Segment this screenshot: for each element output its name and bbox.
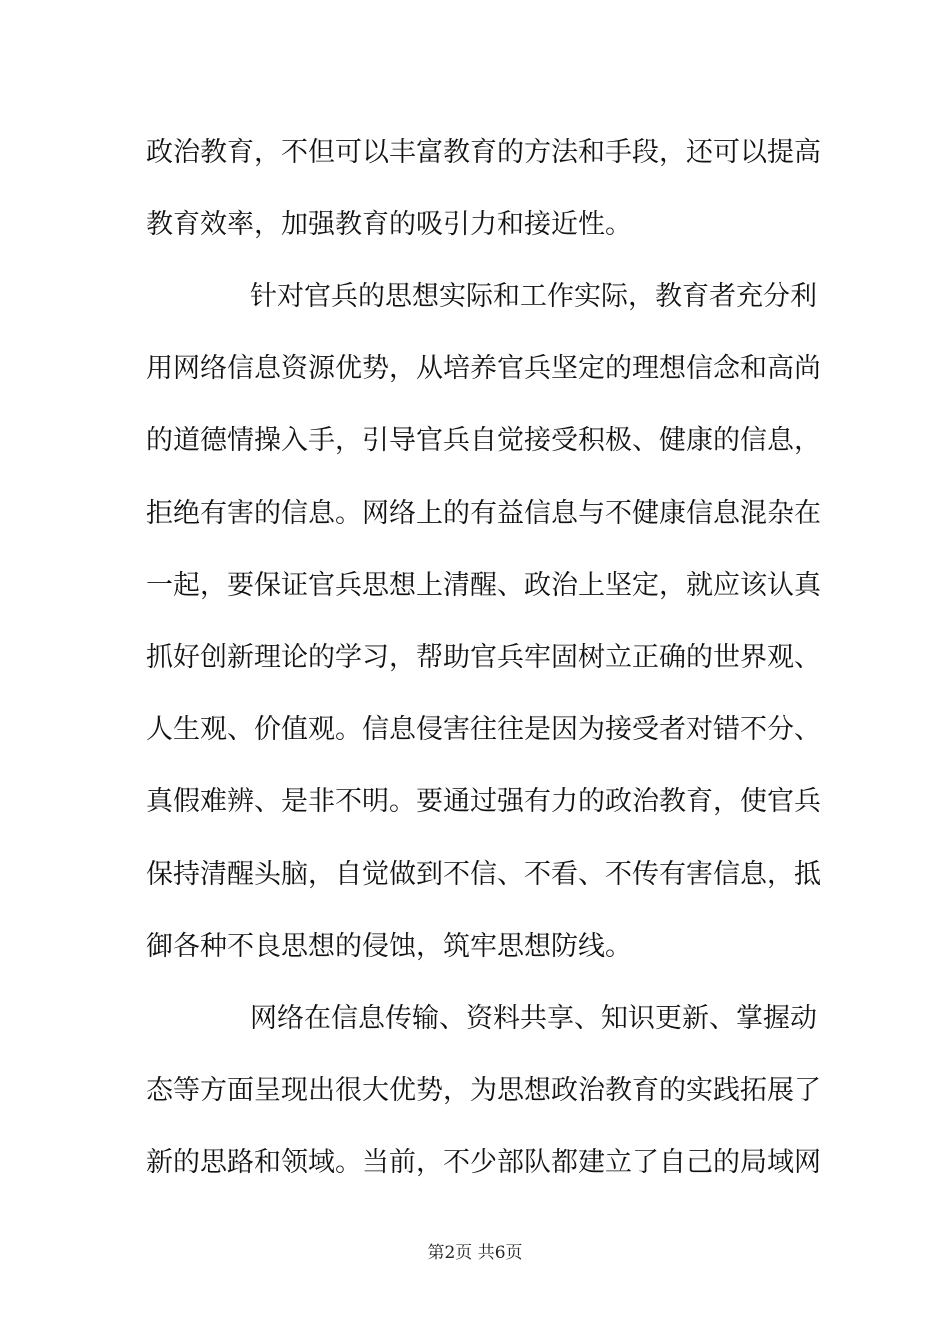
paragraph-start-line: 针对官兵的思想实际和工作实际，教育者充分利 bbox=[250, 281, 817, 312]
body-line: 教育效率，加强教育的吸引力和接近性。 bbox=[146, 209, 632, 240]
body-line: 御各种不良思想的侵蚀，筑牢思想防线。 bbox=[146, 931, 632, 962]
body-line: 人生观、价值观。信息侵害往往是因为接受者对错不分、 bbox=[146, 714, 821, 745]
body-line: 一起，要保证官兵思想上清醒、政治上坚定，就应该认真 bbox=[146, 570, 821, 601]
body-line: 态等方面呈现出很大优势，为思想政治教育的实践拓展了 bbox=[146, 1075, 821, 1106]
body-line: 抓好创新理论的学习，帮助官兵牢固树立正确的世界观、 bbox=[146, 642, 821, 673]
paragraph-start-line: 网络在信息传输、资料共享、知识更新、掌握动 bbox=[250, 1003, 817, 1034]
body-line: 拒绝有害的信息。网络上的有益信息与不健康信息混杂在 bbox=[146, 498, 821, 529]
body-line: 政治教育，不但可以丰富教育的方法和手段，还可以提高 bbox=[146, 137, 821, 168]
body-line: 保持清醒头脑，自觉做到不信、不看、不传有害信息，抵 bbox=[146, 859, 821, 890]
body-line: 真假难辨、是非不明。要通过强有力的政治教育，使官兵 bbox=[146, 786, 821, 817]
body-line: 新的思路和领域。当前，不少部队都建立了自己的局域网 bbox=[146, 1147, 821, 1178]
body-line: 用网络信息资源优势，从培养官兵坚定的理想信念和高尚 bbox=[146, 353, 821, 384]
page-number-footer: 第2页 共6页 bbox=[427, 1243, 523, 1263]
body-line: 的道德情操入手，引导官兵自觉接受积极、健康的信息， bbox=[146, 425, 821, 456]
